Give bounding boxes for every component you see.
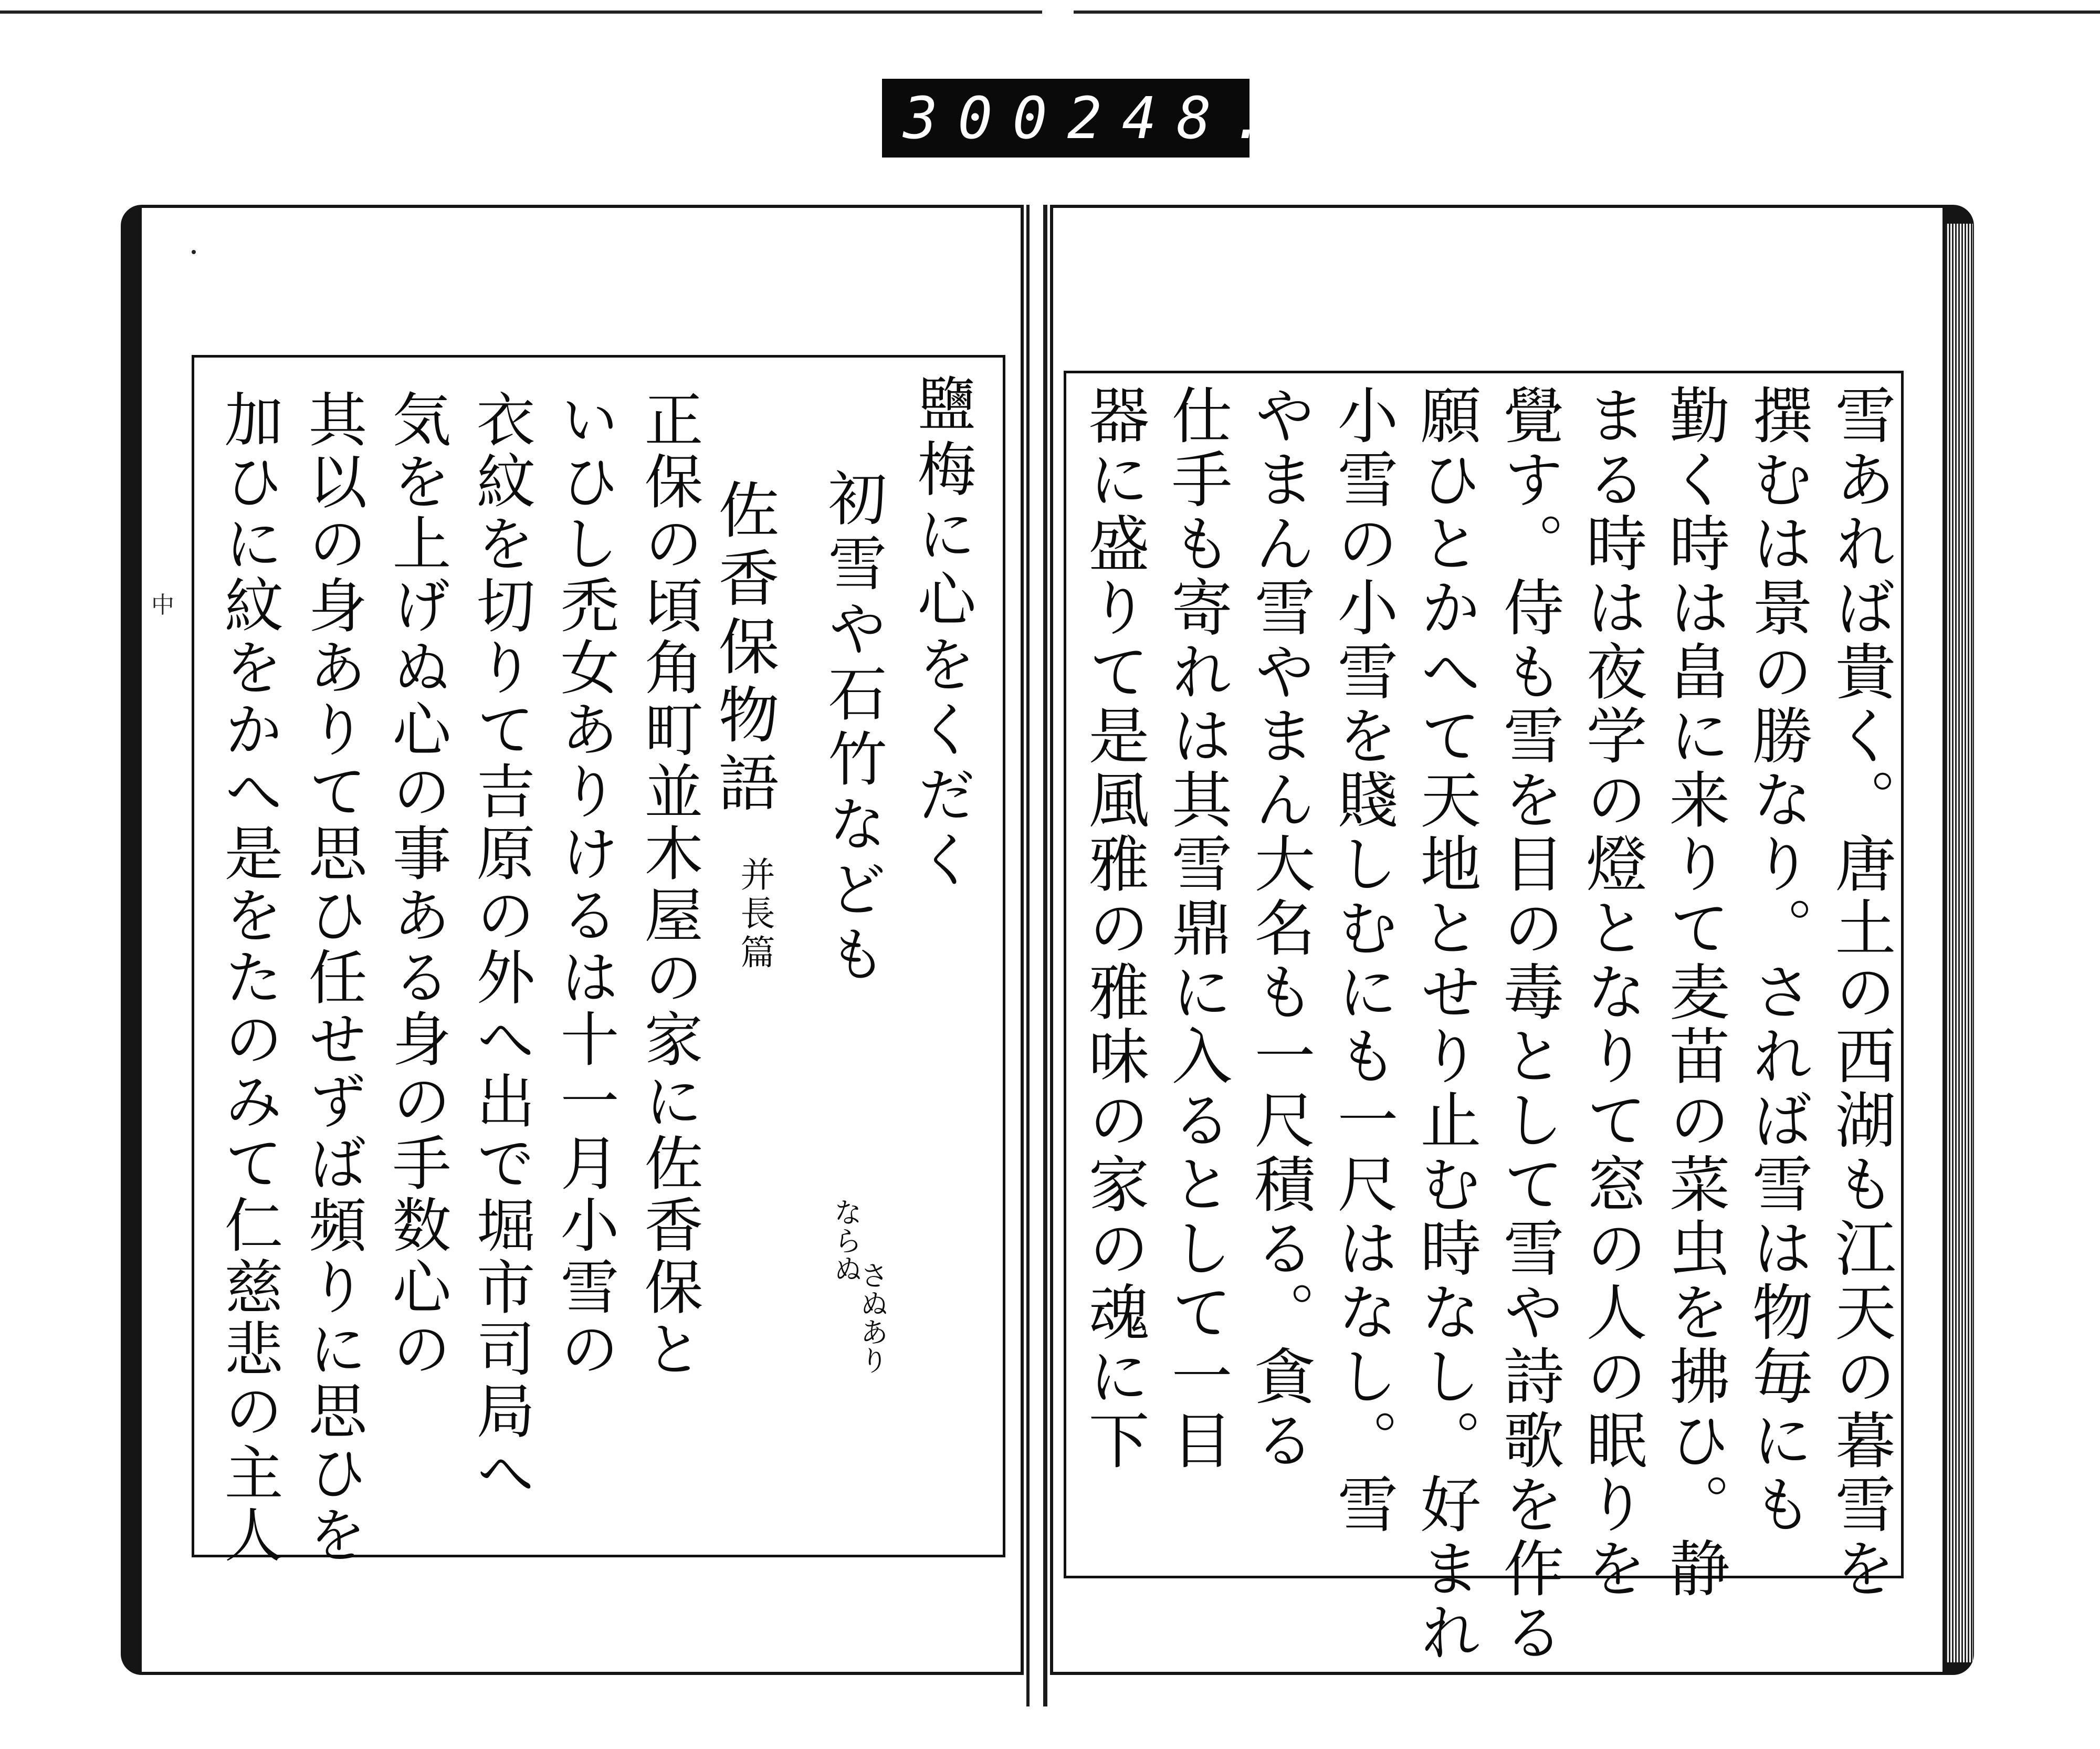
text-frame bbox=[1064, 371, 1904, 1665]
poem-line-2: 初雪や石竹なども bbox=[818, 468, 887, 989]
story-title: 佐香保物語 bbox=[708, 478, 779, 820]
text-line-1: 雪あれば貴く。唐土の西湖も江天の暮雪を bbox=[1825, 384, 1896, 1601]
poem-line-1: 鹽梅に心をくだく bbox=[908, 373, 976, 894]
text-line-6: 願ひとかへて天地とせり止む時なし。好まれ bbox=[1410, 384, 1481, 1665]
text-line-8: やまん雪やまん大名も一尺積る。貪る bbox=[1244, 384, 1315, 1473]
body-line-2: いひし禿女ありけるは十一月小雪の bbox=[551, 389, 619, 1380]
ink-spot bbox=[192, 250, 196, 254]
book-spine bbox=[1026, 205, 1047, 1706]
text-line-9: 仕手も寄れは其雪鼎に入るとして一目 bbox=[1161, 384, 1232, 1473]
poem-line-2-tail: ならぬ bbox=[830, 1198, 863, 1283]
page-edges bbox=[1946, 224, 1973, 1662]
scan-gutter bbox=[1042, 0, 1074, 21]
counter-left-number: 300 bbox=[903, 85, 1067, 152]
text-line-7: 小雪の小雪を賤しむにも一尺はなし。雪 bbox=[1327, 384, 1398, 1537]
text-frame bbox=[192, 355, 1005, 1566]
text-line-3: 勤く時は畠に来りて麦苗の菜虫を拂ひ。静 bbox=[1659, 384, 1730, 1601]
body-line-4: 気を上げぬ心の事ある身の手数心の bbox=[383, 389, 451, 1380]
right-page bbox=[1050, 205, 1974, 1675]
text-line-10: 器に盛りて是風雅の雅味の家の魂に下 bbox=[1078, 384, 1149, 1473]
body-line-5: 其以の身ありて思ひ任せずば頻りに思ひを bbox=[299, 389, 367, 1566]
text-line-4: まる時は夜学の燈となりて窓の人の眠りを bbox=[1576, 384, 1647, 1601]
left-page bbox=[121, 205, 1024, 1675]
frame-counter-label bbox=[882, 79, 1286, 158]
body-line-6: 加ひに紋をかへ是をたのみて仁慈悲の主人 bbox=[215, 389, 283, 1566]
open-book bbox=[121, 205, 1974, 1706]
poem-line-1-tail: さぬあり bbox=[856, 1261, 889, 1374]
body-line-1: 正保の頃角町並木屋の家に佐香保と bbox=[635, 389, 703, 1380]
counter-right-number: 248. bbox=[1067, 85, 1286, 152]
body-line-3: 衣紋を切りて吉原の外へ出で堀市司局へ bbox=[467, 389, 535, 1504]
margin-mark: 中 bbox=[151, 592, 174, 619]
story-subtitle: 并長篇 bbox=[734, 856, 775, 973]
text-line-2: 撰むは景の勝なり。されば雪は物毎にも bbox=[1742, 384, 1813, 1537]
text-line-5: 覺す。侍も雪を目の毒として雪や詩歌を作る bbox=[1493, 384, 1564, 1665]
